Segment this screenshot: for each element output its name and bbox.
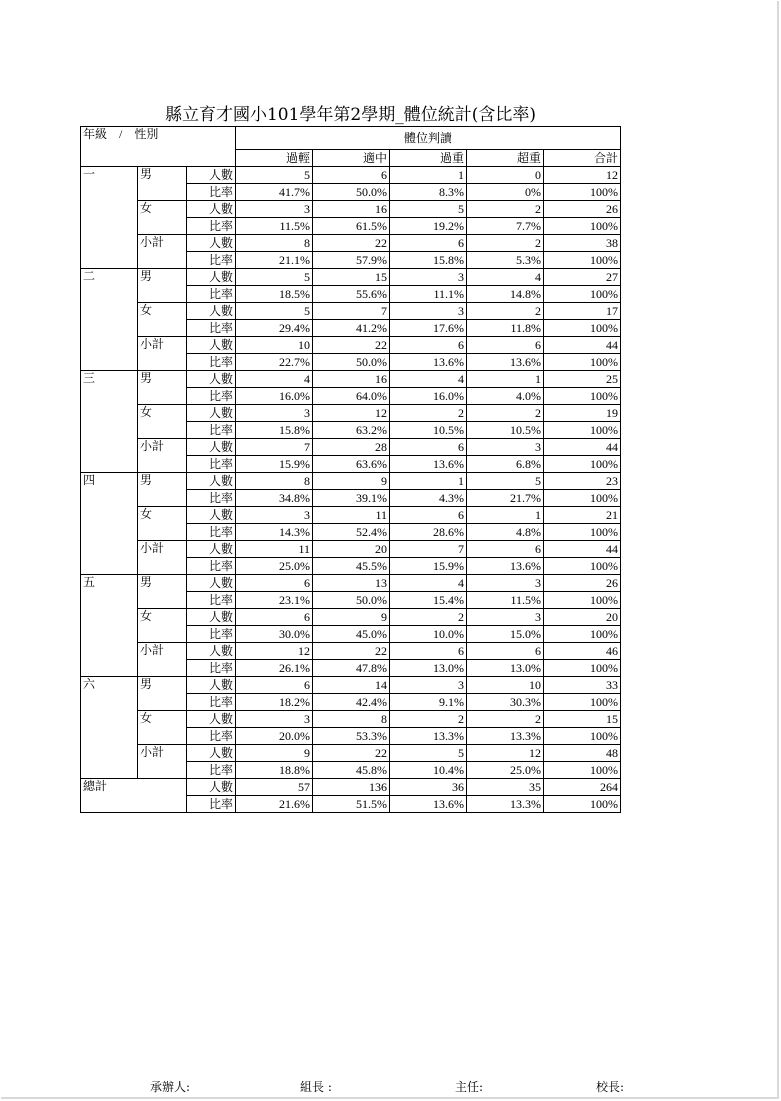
gender-label-female: 女 — [138, 609, 187, 643]
grade-6-female-count-overweight: 2 — [390, 711, 467, 728]
grade-3-male-count-obese: 1 — [467, 371, 544, 388]
grade-6-female-count-underweight: 3 — [236, 711, 313, 728]
grade-5-male-rate-overweight: 15.4% — [390, 592, 467, 609]
grade-5-subtotal-rate-underweight: 26.1% — [236, 660, 313, 677]
grade-4-subtotal-count-total: 44 — [544, 541, 621, 558]
grade-2-male-rate-overweight: 11.1% — [390, 286, 467, 303]
kind-label-count: 人數 — [187, 269, 236, 286]
grade-2-female-count-obese: 2 — [467, 303, 544, 320]
grade-3-female-count-overweight: 2 — [390, 405, 467, 422]
kind-label-count: 人數 — [187, 337, 236, 354]
grade-1-male-count-overweight: 1 — [390, 167, 467, 184]
kind-label-rate: 比率 — [187, 354, 236, 371]
grade-4-subtotal-count-normal: 20 — [313, 541, 390, 558]
grade-4-female-count-normal: 11 — [313, 507, 390, 524]
grade-5-subtotal-rate-total: 100% — [544, 660, 621, 677]
grade-5-subtotal-rate-normal: 47.8% — [313, 660, 390, 677]
grade-1-subtotal-count-row — [81, 235, 621, 252]
grade-4-female-rate-total: 100% — [544, 524, 621, 541]
grade-2-female-rate-total: 100% — [544, 320, 621, 337]
grade-2-female-rate-overweight: 17.6% — [390, 320, 467, 337]
kind-label-rate: 比率 — [187, 524, 236, 541]
grade-1-subtotal-rate-total: 100% — [544, 252, 621, 269]
grade-4-female-count-overweight: 6 — [390, 507, 467, 524]
grade-6-subtotal-rate-normal: 45.8% — [313, 762, 390, 779]
gender-label-female: 女 — [138, 201, 187, 235]
grade-1-male-rate-underweight: 41.7% — [236, 184, 313, 201]
grade-4-male-rate-obese: 21.7% — [467, 490, 544, 507]
signature-principal: 校長: — [596, 1080, 625, 1094]
grade-1-male-count-underweight: 5 — [236, 167, 313, 184]
col-header-normal: 適中 — [313, 150, 390, 167]
grade-2-female-count-normal: 7 — [313, 303, 390, 320]
total-count-obese: 35 — [467, 779, 544, 796]
table-body — [81, 167, 621, 813]
grade-1-subtotal-rate-overweight: 15.8% — [390, 252, 467, 269]
grade-2-male-count-obese: 4 — [467, 269, 544, 286]
gender-label-subtotal: 小計 — [138, 439, 187, 473]
total-rate-total: 100% — [544, 796, 621, 813]
gender-label-subtotal: 小計 — [138, 745, 187, 779]
grade-6-subtotal-count-total: 48 — [544, 745, 621, 762]
kind-label-count: 人數 — [187, 541, 236, 558]
grade-5-female-count-total: 20 — [544, 609, 621, 626]
grade-label: 一 — [81, 167, 138, 269]
grade-5-male-rate-normal: 50.0% — [313, 592, 390, 609]
grade-1-subtotal-count-obese: 2 — [467, 235, 544, 252]
signature-director: 主任: — [455, 1080, 484, 1094]
total-rate-underweight: 21.6% — [236, 796, 313, 813]
grade-5-female-rate-obese: 15.0% — [467, 626, 544, 643]
grade-2-subtotal-count-overweight: 6 — [390, 337, 467, 354]
grade-gender-header: 年級 / 性別 — [81, 127, 236, 167]
kind-label-count: 人數 — [187, 677, 236, 694]
grade-6-subtotal-count-underweight: 9 — [236, 745, 313, 762]
grade-5-female-count-overweight: 2 — [390, 609, 467, 626]
grade-6-female-rate-overweight: 13.3% — [390, 728, 467, 745]
grade-1-subtotal-count-total: 38 — [544, 235, 621, 252]
grade-1-female-rate-underweight: 11.5% — [236, 218, 313, 235]
kind-label-count: 人數 — [187, 405, 236, 422]
header-row-1 — [81, 127, 621, 150]
grade-3-male-count-overweight: 4 — [390, 371, 467, 388]
grade-2-subtotal-count-underweight: 10 — [236, 337, 313, 354]
grade-3-subtotal-count-obese: 3 — [467, 439, 544, 456]
signature-handler: 承辦人: — [150, 1080, 191, 1094]
grade-6-female-count-normal: 8 — [313, 711, 390, 728]
grade-6-subtotal-count-row — [81, 745, 621, 762]
grade-3-subtotal-count-total: 44 — [544, 439, 621, 456]
grade-6-male-rate-obese: 30.3% — [467, 694, 544, 711]
grade-5-female-rate-overweight: 10.0% — [390, 626, 467, 643]
kind-label-rate: 比率 — [187, 490, 236, 507]
grade-1-female-rate-normal: 61.5% — [313, 218, 390, 235]
grade-4-male-rate-total: 100% — [544, 490, 621, 507]
grade-4-male-count-underweight: 8 — [236, 473, 313, 490]
grade-6-female-rate-normal: 53.3% — [313, 728, 390, 745]
grade-3-female-count-normal: 12 — [313, 405, 390, 422]
kind-label-rate: 比率 — [187, 320, 236, 337]
grade-5-subtotal-count-row — [81, 643, 621, 660]
col-header-overweight: 過重 — [390, 150, 467, 167]
grade-1-female-rate-obese: 7.7% — [467, 218, 544, 235]
grade-2-subtotal-count-total: 44 — [544, 337, 621, 354]
grade-6-subtotal-rate-obese: 25.0% — [467, 762, 544, 779]
kind-label-rate: 比率 — [187, 218, 236, 235]
grade-4-male-count-total: 23 — [544, 473, 621, 490]
grade-4-subtotal-rate-total: 100% — [544, 558, 621, 575]
kind-label-rate: 比率 — [187, 456, 236, 473]
grade-5-female-count-underweight: 6 — [236, 609, 313, 626]
grade-6-female-count-total: 15 — [544, 711, 621, 728]
grade-5-male-count-obese: 3 — [467, 575, 544, 592]
kind-label-count: 人數 — [187, 235, 236, 252]
grade-4-subtotal-rate-underweight: 25.0% — [236, 558, 313, 575]
grade-1-female-count-obese: 2 — [467, 201, 544, 218]
kind-label-count: 人數 — [187, 575, 236, 592]
grade-5-subtotal-count-normal: 22 — [313, 643, 390, 660]
kind-label-count: 人數 — [187, 643, 236, 660]
grade-1-male-rate-obese: 0% — [467, 184, 544, 201]
kind-label-rate: 比率 — [187, 252, 236, 269]
kind-label-rate: 比率 — [187, 184, 236, 201]
grade-2-female-rate-underweight: 29.4% — [236, 320, 313, 337]
grade-2-female-count-total: 17 — [544, 303, 621, 320]
grade-4-subtotal-count-obese: 6 — [467, 541, 544, 558]
grade-6-male-count-underweight: 6 — [236, 677, 313, 694]
grade-3-male-rate-obese: 4.0% — [467, 388, 544, 405]
grade-3-subtotal-rate-normal: 63.6% — [313, 456, 390, 473]
grade-3-female-rate-total: 100% — [544, 422, 621, 439]
grade-5-subtotal-count-underweight: 12 — [236, 643, 313, 660]
grade-label: 六 — [81, 677, 138, 779]
grade-6-subtotal-rate-underweight: 18.8% — [236, 762, 313, 779]
gender-label-subtotal: 小計 — [138, 541, 187, 575]
grade-2-female-rate-normal: 41.2% — [313, 320, 390, 337]
grade-1-male-rate-normal: 50.0% — [313, 184, 390, 201]
grade-1-female-count-total: 26 — [544, 201, 621, 218]
gender-label-female: 女 — [138, 405, 187, 439]
grade-3-male-count-underweight: 4 — [236, 371, 313, 388]
grade-2-subtotal-count-obese: 6 — [467, 337, 544, 354]
grade-label: 二 — [81, 269, 138, 371]
kind-label-count: 人數 — [187, 371, 236, 388]
grade-2-subtotal-rate-underweight: 22.7% — [236, 354, 313, 371]
grade-6-female-rate-underweight: 20.0% — [236, 728, 313, 745]
grade-5-female-count-normal: 9 — [313, 609, 390, 626]
grade-label: 五 — [81, 575, 138, 677]
grade-2-subtotal-rate-total: 100% — [544, 354, 621, 371]
grade-5-female-rate-normal: 45.0% — [313, 626, 390, 643]
grade-5-subtotal-count-obese: 6 — [467, 643, 544, 660]
grade-3-male-rate-underweight: 16.0% — [236, 388, 313, 405]
grade-3-female-count-row — [81, 405, 621, 422]
grade-4-subtotal-rate-obese: 13.6% — [467, 558, 544, 575]
kind-label-count: 人數 — [187, 303, 236, 320]
kind-label-rate: 比率 — [187, 286, 236, 303]
kind-label-rate: 比率 — [187, 592, 236, 609]
grade-3-female-rate-overweight: 10.5% — [390, 422, 467, 439]
grade-6-subtotal-count-obese: 12 — [467, 745, 544, 762]
grade-2-female-count-underweight: 5 — [236, 303, 313, 320]
grade-3-female-count-obese: 2 — [467, 405, 544, 422]
grade-5-male-rate-obese: 11.5% — [467, 592, 544, 609]
gender-label-male: 男 — [138, 677, 187, 711]
kind-label-rate: 比率 — [187, 728, 236, 745]
grade-1-female-count-normal: 16 — [313, 201, 390, 218]
grade-1-subtotal-rate-normal: 57.9% — [313, 252, 390, 269]
grade-2-subtotal-rate-overweight: 13.6% — [390, 354, 467, 371]
grade-6-male-rate-underweight: 18.2% — [236, 694, 313, 711]
total-count-overweight: 36 — [390, 779, 467, 796]
grade-1-subtotal-rate-underweight: 21.1% — [236, 252, 313, 269]
grade-1-female-rate-overweight: 19.2% — [390, 218, 467, 235]
kind-label-count: 人數 — [187, 167, 236, 184]
grade-5-male-count-normal: 13 — [313, 575, 390, 592]
gender-label-female: 女 — [138, 711, 187, 745]
grade-1-female-count-row — [81, 201, 621, 218]
grade-4-male-count-obese: 5 — [467, 473, 544, 490]
grade-1-subtotal-count-overweight: 6 — [390, 235, 467, 252]
signature-group-leader: 組長 : — [300, 1080, 332, 1094]
grade-2-subtotal-rate-normal: 50.0% — [313, 354, 390, 371]
grade-6-male-count-normal: 14 — [313, 677, 390, 694]
grade-4-male-rate-underweight: 34.8% — [236, 490, 313, 507]
gender-label-male: 男 — [138, 473, 187, 507]
grade-6-female-rate-total: 100% — [544, 728, 621, 745]
grade-6-male-count-row — [81, 677, 621, 694]
kind-label-count: 人數 — [187, 439, 236, 456]
grade-5-female-rate-underweight: 30.0% — [236, 626, 313, 643]
grade-6-male-rate-total: 100% — [544, 694, 621, 711]
grade-1-female-count-overweight: 5 — [390, 201, 467, 218]
grade-3-male-rate-overweight: 16.0% — [390, 388, 467, 405]
grade-2-subtotal-count-normal: 22 — [313, 337, 390, 354]
grade-3-male-rate-total: 100% — [544, 388, 621, 405]
grade-1-male-count-total: 12 — [544, 167, 621, 184]
grade-2-male-count-overweight: 3 — [390, 269, 467, 286]
grade-5-male-rate-underweight: 23.1% — [236, 592, 313, 609]
grade-1-male-count-obese: 0 — [467, 167, 544, 184]
grade-4-female-rate-overweight: 28.6% — [390, 524, 467, 541]
grade-3-male-rate-normal: 64.0% — [313, 388, 390, 405]
grade-3-subtotal-count-normal: 28 — [313, 439, 390, 456]
gender-label-female: 女 — [138, 303, 187, 337]
grade-6-male-count-overweight: 3 — [390, 677, 467, 694]
total-rate-obese: 13.3% — [467, 796, 544, 813]
grade-2-male-count-normal: 15 — [313, 269, 390, 286]
body-stats-table — [80, 126, 621, 813]
kind-label-count: 人數 — [187, 745, 236, 762]
grade-label: 四 — [81, 473, 138, 575]
grade-1-subtotal-count-underweight: 8 — [236, 235, 313, 252]
grade-5-subtotal-count-total: 46 — [544, 643, 621, 660]
grade-6-male-rate-overweight: 9.1% — [390, 694, 467, 711]
gender-label-subtotal: 小計 — [138, 337, 187, 371]
grade-3-subtotal-count-underweight: 7 — [236, 439, 313, 456]
total-rate-overweight: 13.6% — [390, 796, 467, 813]
kind-label-count: 人數 — [187, 473, 236, 490]
grade-3-subtotal-rate-underweight: 15.9% — [236, 456, 313, 473]
grade-4-female-count-obese: 1 — [467, 507, 544, 524]
grade-3-subtotal-rate-total: 100% — [544, 456, 621, 473]
grade-4-female-count-row — [81, 507, 621, 524]
col-header-total: 合計 — [544, 150, 621, 167]
grade-1-female-count-underweight: 3 — [236, 201, 313, 218]
grade-4-subtotal-rate-normal: 45.5% — [313, 558, 390, 575]
grade-5-male-count-overweight: 4 — [390, 575, 467, 592]
gender-label-subtotal: 小計 — [138, 235, 187, 269]
grade-4-female-rate-obese: 4.8% — [467, 524, 544, 541]
kind-label-rate: 比率 — [187, 694, 236, 711]
grade-3-female-rate-normal: 63.2% — [313, 422, 390, 439]
col-header-underweight: 過輕 — [236, 150, 313, 167]
grade-5-female-rate-total: 100% — [544, 626, 621, 643]
grade-6-male-rate-normal: 42.4% — [313, 694, 390, 711]
grade-1-male-count-row — [81, 167, 621, 184]
grade-3-female-rate-underweight: 15.8% — [236, 422, 313, 439]
total-count-row — [81, 779, 621, 796]
kind-label-rate: 比率 — [187, 660, 236, 677]
grade-2-male-count-row — [81, 269, 621, 286]
grade-4-subtotal-count-row — [81, 541, 621, 558]
grade-3-male-count-total: 25 — [544, 371, 621, 388]
grade-5-subtotal-rate-obese: 13.0% — [467, 660, 544, 677]
grade-label: 三 — [81, 371, 138, 473]
grade-2-female-count-overweight: 3 — [390, 303, 467, 320]
grade-6-subtotal-rate-overweight: 10.4% — [390, 762, 467, 779]
grade-6-female-rate-obese: 13.3% — [467, 728, 544, 745]
grade-4-female-count-total: 21 — [544, 507, 621, 524]
total-count-total: 264 — [544, 779, 621, 796]
grade-3-female-count-underweight: 3 — [236, 405, 313, 422]
grade-6-female-count-row — [81, 711, 621, 728]
grade-6-male-count-obese: 10 — [467, 677, 544, 694]
kind-label-rate: 比率 — [187, 762, 236, 779]
grade-1-male-rate-total: 100% — [544, 184, 621, 201]
grade-6-subtotal-count-normal: 22 — [313, 745, 390, 762]
grade-6-male-count-total: 33 — [544, 677, 621, 694]
kind-label-count: 人數 — [187, 609, 236, 626]
grade-4-male-count-overweight: 1 — [390, 473, 467, 490]
kind-label-rate: 比率 — [187, 388, 236, 405]
grade-1-subtotal-rate-obese: 5.3% — [467, 252, 544, 269]
grade-3-female-count-total: 19 — [544, 405, 621, 422]
kind-label-rate: 比率 — [187, 796, 236, 813]
grade-4-subtotal-count-underweight: 11 — [236, 541, 313, 558]
grade-2-subtotal-rate-obese: 13.6% — [467, 354, 544, 371]
total-count-underweight: 57 — [236, 779, 313, 796]
grade-2-subtotal-count-row — [81, 337, 621, 354]
grade-4-subtotal-count-overweight: 7 — [390, 541, 467, 558]
grade-3-subtotal-count-overweight: 6 — [390, 439, 467, 456]
grade-3-subtotal-rate-obese: 6.8% — [467, 456, 544, 473]
grade-1-female-rate-total: 100% — [544, 218, 621, 235]
grade-2-male-rate-obese: 14.8% — [467, 286, 544, 303]
grade-2-female-count-row — [81, 303, 621, 320]
gender-label-male: 男 — [138, 167, 187, 201]
grade-5-male-count-underweight: 6 — [236, 575, 313, 592]
gender-label-male: 男 — [138, 371, 187, 405]
grade-5-female-count-obese: 3 — [467, 609, 544, 626]
grade-3-male-count-row — [81, 371, 621, 388]
grade-5-subtotal-count-overweight: 6 — [390, 643, 467, 660]
grade-1-subtotal-count-normal: 22 — [313, 235, 390, 252]
grade-4-subtotal-rate-overweight: 15.9% — [390, 558, 467, 575]
kind-label-count: 人數 — [187, 201, 236, 218]
total-label: 總計 — [81, 779, 187, 813]
grade-4-male-rate-overweight: 4.3% — [390, 490, 467, 507]
total-rate-normal: 51.5% — [313, 796, 390, 813]
grade-2-male-count-total: 27 — [544, 269, 621, 286]
gender-label-subtotal: 小計 — [138, 643, 187, 677]
grade-5-male-rate-total: 100% — [544, 592, 621, 609]
grade-5-male-count-total: 26 — [544, 575, 621, 592]
body-position-header: 體位判讀 — [236, 127, 621, 150]
gender-label-male: 男 — [138, 269, 187, 303]
col-header-obese: 超重 — [467, 150, 544, 167]
grade-4-female-rate-normal: 52.4% — [313, 524, 390, 541]
gender-label-male: 男 — [138, 575, 187, 609]
grade-3-subtotal-count-row — [81, 439, 621, 456]
grade-2-female-rate-obese: 11.8% — [467, 320, 544, 337]
kind-label-rate: 比率 — [187, 558, 236, 575]
kind-label-rate: 比率 — [187, 422, 236, 439]
grade-2-male-count-underweight: 5 — [236, 269, 313, 286]
gender-label-female: 女 — [138, 507, 187, 541]
grade-6-subtotal-rate-total: 100% — [544, 762, 621, 779]
grade-2-male-rate-normal: 55.6% — [313, 286, 390, 303]
grade-4-female-rate-underweight: 14.3% — [236, 524, 313, 541]
grade-5-female-count-row — [81, 609, 621, 626]
grade-4-male-rate-normal: 39.1% — [313, 490, 390, 507]
total-count-normal: 136 — [313, 779, 390, 796]
grade-6-female-count-obese: 2 — [467, 711, 544, 728]
kind-label-rate: 比率 — [187, 626, 236, 643]
grade-1-male-count-normal: 6 — [313, 167, 390, 184]
grade-2-male-rate-total: 100% — [544, 286, 621, 303]
grade-3-female-rate-obese: 10.5% — [467, 422, 544, 439]
grade-4-female-count-underweight: 3 — [236, 507, 313, 524]
grade-5-subtotal-rate-overweight: 13.0% — [390, 660, 467, 677]
grade-1-male-rate-overweight: 8.3% — [390, 184, 467, 201]
grade-4-male-count-row — [81, 473, 621, 490]
kind-label-count: 人數 — [187, 779, 236, 796]
grade-4-male-count-normal: 9 — [313, 473, 390, 490]
grade-6-subtotal-count-overweight: 5 — [390, 745, 467, 762]
kind-label-count: 人數 — [187, 507, 236, 524]
grade-5-male-count-row — [81, 575, 621, 592]
grade-2-male-rate-underweight: 18.5% — [236, 286, 313, 303]
signature-row — [0, 1078, 781, 1094]
grade-3-subtotal-rate-overweight: 13.6% — [390, 456, 467, 473]
page-title: 縣立育才國小101學年第2學期_體位統計(含比率) — [164, 105, 537, 125]
grade-3-male-count-normal: 16 — [313, 371, 390, 388]
kind-label-count: 人數 — [187, 711, 236, 728]
